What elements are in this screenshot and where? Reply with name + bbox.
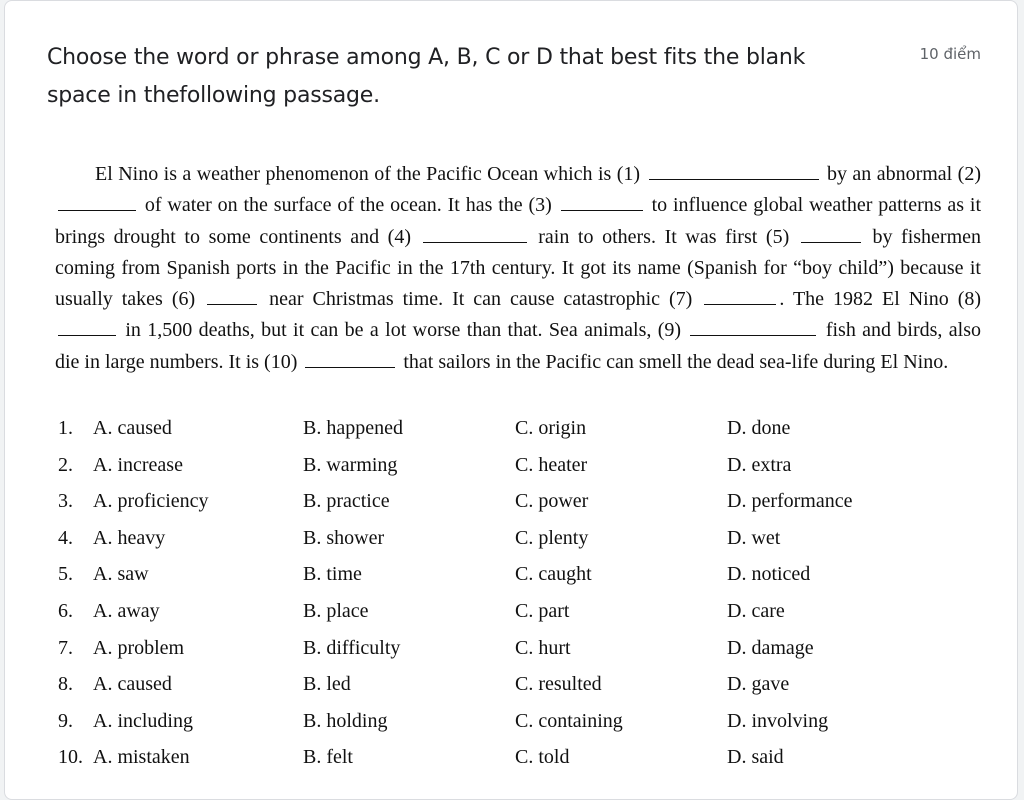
passage-segment: fish and birds, also die in large numbers. It is (10): [55, 319, 982, 373]
option-row: [55, 413, 985, 450]
passage-segment: in 1,500 deaths, but it can be a lot worse than that. Sea animals, (9): [125, 319, 682, 342]
option-c: C. origin: [515, 417, 587, 439]
passage-segment: El Nino is a weather phenomenon of the Pacific Ocean which is (1): [95, 163, 641, 185]
option-number: 7.: [58, 636, 73, 659]
option-row: [55, 596, 985, 633]
question-points: 10 điểm: [919, 45, 981, 63]
blank-4: [423, 224, 527, 243]
passage-segment: rain to others. It was first (5): [538, 225, 790, 248]
blank-3: [561, 192, 643, 211]
option-row: [55, 450, 985, 487]
option-d: D. done: [727, 417, 791, 439]
passage-segment: by fishermen coming from Spanish ports in the Pacific in the 17th century. It got its name (Spanish for “boy child”) because it usually takes (6): [55, 225, 982, 311]
options-table: [55, 413, 985, 779]
option-b: B. difficulty: [303, 636, 401, 659]
passage-segment: near Christmas time. It can cause catastrophic (7): [269, 288, 693, 311]
option-c: C. heater: [515, 453, 588, 476]
option-d: D. damage: [727, 636, 814, 659]
option-row: [55, 633, 985, 670]
option-number: 5.: [58, 563, 73, 586]
blank-1: [649, 161, 819, 180]
blank-5: [801, 224, 861, 243]
option-d: D. said: [727, 746, 784, 769]
option-a: A. heavy: [93, 526, 166, 549]
option-c: C. containing: [515, 709, 623, 732]
option-number: 2.: [58, 453, 73, 476]
option-c: C. resulted: [515, 673, 602, 696]
option-number: 6.: [58, 599, 73, 622]
blank-6: [207, 286, 257, 305]
passage-segment: by an abnormal (2): [826, 163, 981, 185]
option-b: B. led: [303, 673, 351, 696]
option-b: B. happened: [303, 417, 403, 439]
option-row: [55, 669, 985, 706]
option-number: 8.: [58, 673, 73, 696]
option-row: [55, 706, 985, 743]
blank-9: [690, 317, 816, 336]
option-a: A. mistaken: [93, 746, 190, 769]
option-c: C. hurt: [515, 636, 571, 659]
option-c: C. plenty: [515, 526, 589, 549]
question-title: Choose the word or phrase among A, B, C or D that best fits the blank space in thefollowing passage.: [47, 45, 806, 108]
option-b: B. shower: [303, 526, 385, 549]
option-d: D. extra: [727, 453, 792, 476]
option-b: B. practice: [303, 490, 390, 513]
option-b: B. warming: [303, 453, 398, 476]
option-a: A. caused: [93, 673, 172, 696]
blank-10: [305, 349, 395, 368]
option-number: 3.: [58, 490, 73, 513]
option-d: D. wet: [727, 526, 781, 549]
option-number: 10.: [58, 746, 83, 769]
option-b: B. time: [303, 563, 362, 586]
option-d: D. noticed: [727, 563, 811, 586]
option-a: A. increase: [93, 453, 183, 476]
blank-7: [704, 286, 776, 305]
option-row: [55, 559, 985, 596]
blank-2: [58, 192, 136, 211]
passage-segment: to influence global weather patterns as it brings drought to some continents and (4): [55, 194, 982, 248]
option-number: 1.: [58, 417, 73, 439]
option-b: B. felt: [303, 746, 353, 769]
option-a: A. problem: [93, 636, 185, 659]
passage-segment: that sailors in the Pacific can smell the dead sea-life during El Nino.: [403, 350, 949, 373]
option-number: 9.: [58, 709, 73, 732]
passage-segment: of water on the surface of the ocean. It has the (3): [144, 194, 552, 217]
option-d: D. care: [727, 599, 785, 622]
option-row: [55, 742, 985, 779]
option-b: B. place: [303, 599, 369, 622]
option-d: D. gave: [727, 673, 790, 696]
option-row: [55, 523, 985, 560]
option-a: A. saw: [93, 563, 149, 586]
option-c: C. power: [515, 490, 589, 513]
option-row: [55, 486, 985, 523]
option-a: A. caused: [93, 417, 172, 439]
option-c: C. told: [515, 746, 570, 769]
option-c: C. caught: [515, 563, 592, 586]
blank-8: [58, 317, 116, 336]
passage-segment: . The 1982 El Nino (8): [779, 288, 982, 311]
option-d: D. performance: [727, 490, 853, 513]
passage-text: [55, 159, 981, 378]
option-a: A. away: [93, 599, 160, 622]
option-b: B. holding: [303, 709, 388, 732]
option-a: A. including: [93, 709, 193, 732]
question-card: [4, 0, 1018, 800]
option-a: A. proficiency: [93, 490, 209, 513]
option-c: C. part: [515, 599, 570, 622]
option-number: 4.: [58, 526, 73, 549]
option-d: D. involving: [727, 709, 829, 732]
